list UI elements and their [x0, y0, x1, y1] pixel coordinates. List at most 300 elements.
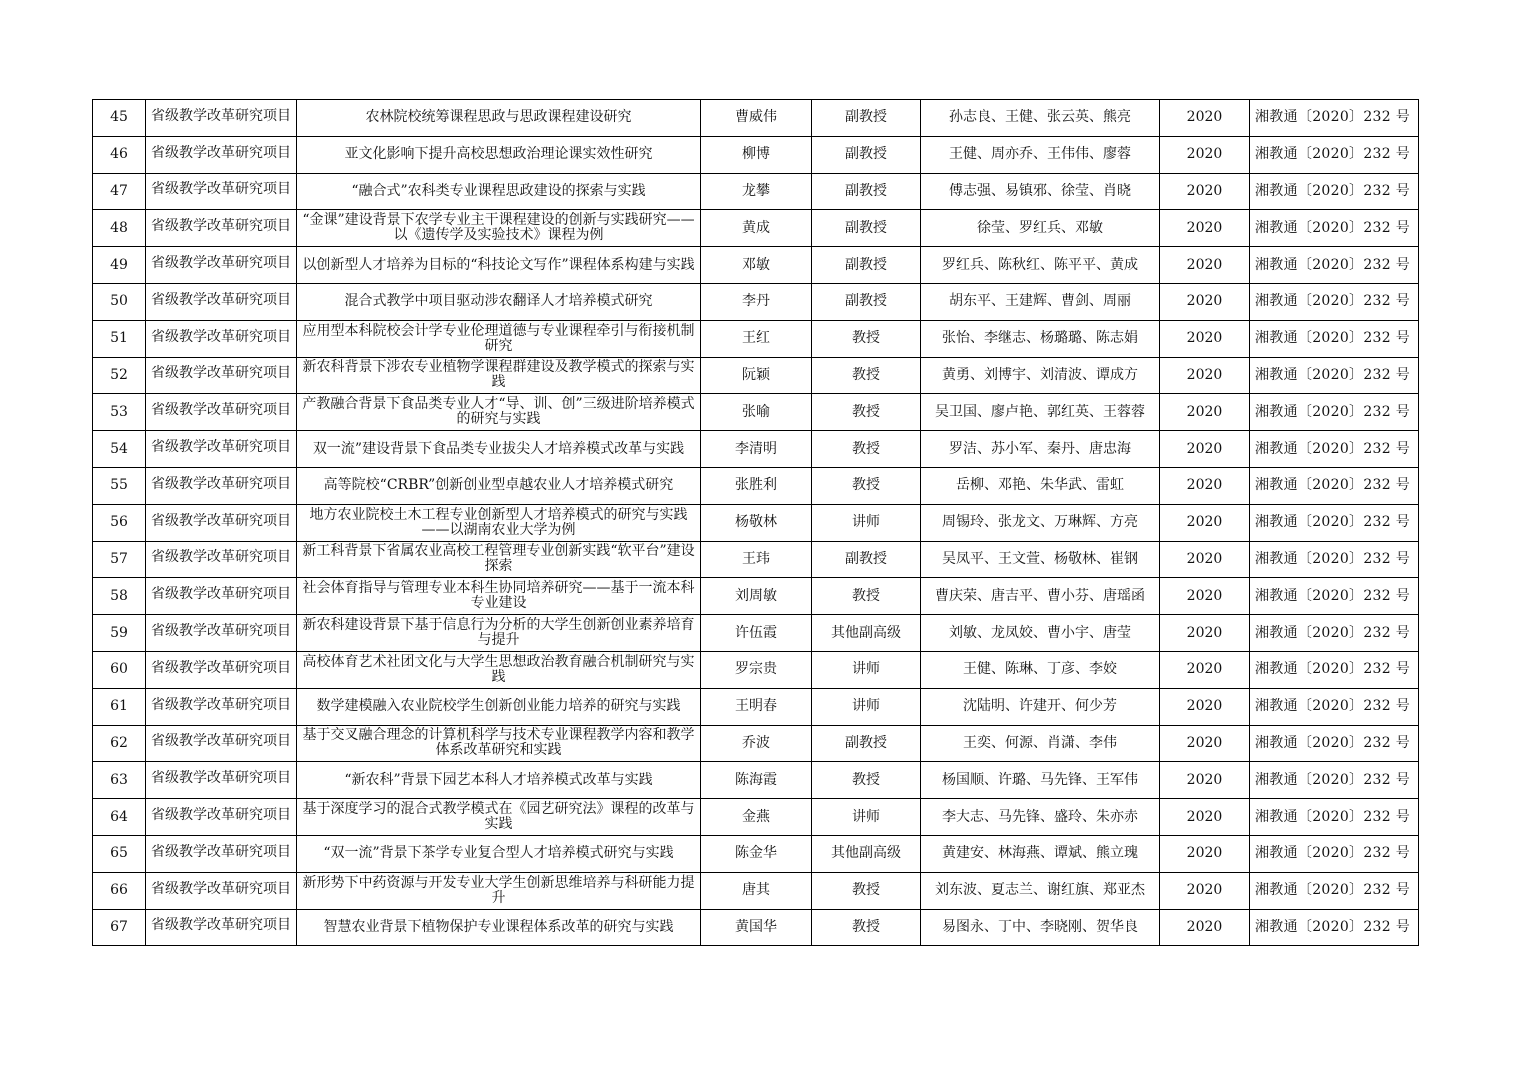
row-number: 45 [110, 109, 128, 126]
approval-document-cell [1250, 100, 1419, 137]
project-members-cell [921, 835, 1160, 872]
row-number: 55 [110, 477, 128, 494]
leader-rank-cell [812, 541, 921, 578]
row-number-cell [93, 835, 146, 872]
approval-year-cell [1160, 578, 1250, 615]
table-row [93, 872, 1419, 909]
table-row [93, 100, 1419, 137]
leader-rank-cell [812, 394, 921, 431]
approval-document-cell [1250, 615, 1419, 652]
approval-document: 湘教通〔2020〕232 号 [1255, 293, 1411, 310]
table-row [93, 136, 1419, 173]
leader-rank-cell [812, 357, 921, 394]
leader-rank-cell [812, 283, 921, 320]
leader-rank-cell [812, 799, 921, 836]
project-type: 省级教学改革研究项目 [151, 807, 291, 824]
approval-document-cell [1250, 688, 1419, 725]
table-row [93, 283, 1419, 320]
project-leader-cell [701, 247, 812, 284]
project-members-cell [921, 283, 1160, 320]
project-title: 产教融合背景下食品类专业人才“导、训、创”三级进阶培养模式的研究与实践 [302, 396, 695, 428]
leader-rank-cell [812, 431, 921, 468]
leader-rank-cell [812, 872, 921, 909]
approval-document: 湘教通〔2020〕232 号 [1255, 587, 1411, 604]
approval-year: 2020 [1186, 624, 1223, 641]
approval-document-cell [1250, 136, 1419, 173]
project-title: 基于交叉融合理念的计算机科学与技术专业课程教学内容和教学体系改革研究和实践 [302, 727, 695, 759]
approval-year-cell [1160, 431, 1250, 468]
project-leader-cell [701, 504, 812, 541]
project-members: 张怡、李继志、杨璐璐、陈志娟 [942, 330, 1138, 347]
project-leader-cell [701, 872, 812, 909]
project-title-cell [297, 504, 701, 541]
approval-document-cell [1250, 872, 1419, 909]
row-number: 66 [110, 882, 128, 899]
project-members: 徐莹、罗红兵、邓敏 [977, 219, 1103, 236]
row-number: 60 [110, 661, 128, 678]
project-members-cell [921, 578, 1160, 615]
approval-document: 湘教通〔2020〕232 号 [1255, 808, 1411, 825]
project-members-cell [921, 136, 1160, 173]
project-members: 曹庆荣、唐吉平、曹小芬、唐瑶函 [935, 587, 1145, 604]
leader-rank: 教授 [852, 403, 880, 420]
project-leader: 黄成 [742, 219, 770, 236]
project-title-cell [297, 136, 701, 173]
leader-rank: 讲师 [852, 698, 880, 715]
project-title-cell [297, 725, 701, 762]
approval-year: 2020 [1186, 366, 1223, 383]
leader-rank-cell [812, 210, 921, 247]
approval-year-cell [1160, 320, 1250, 357]
project-type-cell [146, 578, 297, 615]
project-members: 胡东平、王建辉、曹剑、周丽 [949, 293, 1131, 310]
project-leader: 金燕 [742, 808, 770, 825]
project-type: 省级教学改革研究项目 [151, 181, 291, 198]
project-leader: 龙攀 [742, 182, 770, 199]
approval-year-cell [1160, 615, 1250, 652]
leader-rank-cell [812, 467, 921, 504]
leader-rank: 讲师 [852, 661, 880, 678]
project-leader-cell [701, 541, 812, 578]
row-number: 62 [110, 734, 128, 751]
row-number: 59 [110, 624, 128, 641]
project-title-cell [297, 394, 701, 431]
approval-document: 湘教通〔2020〕232 号 [1255, 845, 1411, 862]
row-number-cell [93, 725, 146, 762]
project-members: 沈陆明、许建开、何少芳 [963, 698, 1117, 715]
project-leader-cell [701, 467, 812, 504]
project-title-cell [297, 615, 701, 652]
approval-year-cell [1160, 799, 1250, 836]
row-number: 52 [110, 366, 128, 383]
project-leader: 王玮 [742, 550, 770, 567]
table-row [93, 320, 1419, 357]
project-title: 智慧农业背景下植物保护专业课程体系改革的研究与实践 [323, 918, 674, 935]
project-leader: 王红 [742, 330, 770, 347]
row-number: 58 [110, 587, 128, 604]
approval-document-cell [1250, 651, 1419, 688]
project-type: 省级教学改革研究项目 [151, 365, 291, 382]
project-members: 黄建安、林海燕、谭斌、熊立瑰 [942, 845, 1138, 862]
approval-year: 2020 [1186, 514, 1223, 531]
leader-rank-cell [812, 651, 921, 688]
row-number: 51 [110, 330, 128, 347]
project-title: 新工科背景下省属农业高校工程管理专业创新实践“软平台”建设探索 [302, 543, 695, 575]
leader-rank-cell [812, 615, 921, 652]
project-type: 省级教学改革研究项目 [151, 402, 291, 419]
row-number: 47 [110, 182, 128, 199]
project-leader-cell [701, 688, 812, 725]
row-number: 50 [110, 293, 128, 310]
approval-year: 2020 [1186, 698, 1223, 715]
approval-year: 2020 [1186, 808, 1223, 825]
project-title: 以创新型人才培养为目标的“科技论文写作”课程体系构建与实践 [302, 256, 695, 273]
approval-year: 2020 [1186, 293, 1223, 310]
project-type-cell [146, 651, 297, 688]
project-type-cell [146, 136, 297, 173]
leader-rank-cell [812, 173, 921, 210]
approval-document: 湘教通〔2020〕232 号 [1255, 882, 1411, 899]
leader-rank-cell [812, 725, 921, 762]
project-type: 省级教学改革研究项目 [151, 770, 291, 787]
leader-rank: 其他副高级 [831, 624, 901, 641]
project-members-cell [921, 394, 1160, 431]
project-type-cell [146, 210, 297, 247]
project-leader: 刘周敏 [735, 587, 777, 604]
table-row [93, 835, 1419, 872]
approval-document: 湘教通〔2020〕232 号 [1255, 661, 1411, 678]
project-members: 刘敏、龙凤姣、曹小宇、唐莹 [949, 624, 1131, 641]
project-title-cell [297, 872, 701, 909]
approval-document-cell [1250, 210, 1419, 247]
approval-document: 湘教通〔2020〕232 号 [1255, 182, 1411, 199]
project-members: 王健、陈琳、丁彦、李姣 [963, 661, 1117, 678]
leader-rank: 副教授 [845, 550, 887, 567]
approval-document: 湘教通〔2020〕232 号 [1255, 219, 1411, 236]
approval-year-cell [1160, 909, 1250, 946]
approval-year-cell [1160, 136, 1250, 173]
project-leader-cell [701, 651, 812, 688]
project-leader: 陈金华 [735, 845, 777, 862]
approval-document-cell [1250, 283, 1419, 320]
project-type-cell [146, 431, 297, 468]
project-type: 省级教学改革研究项目 [151, 328, 291, 345]
table-row [93, 688, 1419, 725]
row-number-cell [93, 394, 146, 431]
project-members-cell [921, 688, 1160, 725]
project-leader-cell [701, 799, 812, 836]
project-title-cell [297, 799, 701, 836]
project-title-cell [297, 467, 701, 504]
approval-document-cell [1250, 541, 1419, 578]
approval-document: 湘教通〔2020〕232 号 [1255, 771, 1411, 788]
approval-year-cell [1160, 762, 1250, 799]
approval-document: 湘教通〔2020〕232 号 [1255, 256, 1411, 273]
approval-year: 2020 [1186, 330, 1223, 347]
approval-document: 湘教通〔2020〕232 号 [1255, 477, 1411, 494]
table-row [93, 799, 1419, 836]
project-type: 省级教学改革研究项目 [151, 291, 291, 308]
leader-rank-cell [812, 835, 921, 872]
approval-year: 2020 [1186, 219, 1223, 236]
project-title: 新形势下中药资源与开发专业大学生创新思维培养与科研能力提升 [302, 874, 695, 906]
project-members-cell [921, 431, 1160, 468]
row-number-cell [93, 799, 146, 836]
leader-rank: 教授 [852, 587, 880, 604]
leader-rank: 讲师 [852, 514, 880, 531]
project-title-cell [297, 835, 701, 872]
project-title-cell [297, 688, 701, 725]
project-members-cell [921, 799, 1160, 836]
leader-rank: 教授 [852, 882, 880, 899]
row-number-cell [93, 651, 146, 688]
project-title: 新农科背景下涉农专业植物学课程群建设及教学模式的探索与实践 [302, 359, 695, 391]
project-title: 高校体育艺术社团文化与大学生思想政治教育融合机制研究与实践 [302, 653, 695, 685]
project-type-cell [146, 688, 297, 725]
project-members-cell [921, 541, 1160, 578]
project-members-cell [921, 320, 1160, 357]
project-title: 亚文化影响下提升高校思想政治理论课实效性研究 [344, 146, 653, 163]
project-type: 省级教学改革研究项目 [151, 843, 291, 860]
project-type-cell [146, 541, 297, 578]
row-number: 56 [110, 514, 128, 531]
row-number: 46 [110, 146, 128, 163]
project-leader: 曹威伟 [735, 109, 777, 126]
approval-document: 湘教通〔2020〕232 号 [1255, 146, 1411, 163]
leader-rank-cell [812, 578, 921, 615]
leader-rank: 副教授 [845, 293, 887, 310]
approval-document-cell [1250, 799, 1419, 836]
leader-rank: 副教授 [845, 256, 887, 273]
project-members: 傅志强、易镇邪、徐莹、肖晓 [949, 182, 1131, 199]
project-leader-cell [701, 835, 812, 872]
approval-year: 2020 [1186, 734, 1223, 751]
approval-document-cell [1250, 431, 1419, 468]
project-title-cell [297, 541, 701, 578]
approval-year-cell [1160, 651, 1250, 688]
approval-document-cell [1250, 725, 1419, 762]
project-title: 社会体育指导与管理专业本科生协同培养研究——基于一流本科专业建设 [302, 580, 695, 612]
project-title-cell [297, 210, 701, 247]
project-type: 省级教学改革研究项目 [151, 255, 291, 272]
row-number-cell [93, 173, 146, 210]
leader-rank-cell [812, 247, 921, 284]
project-type: 省级教学改革研究项目 [151, 512, 291, 529]
row-number-cell [93, 210, 146, 247]
table-row [93, 578, 1419, 615]
project-title: 基于深度学习的混合式教学模式在《园艺研究法》课程的改革与实践 [302, 801, 695, 833]
project-type-cell [146, 394, 297, 431]
row-number: 64 [110, 808, 128, 825]
approval-year: 2020 [1186, 109, 1223, 126]
project-members-cell [921, 725, 1160, 762]
approval-document-cell [1250, 173, 1419, 210]
approval-document: 湘教通〔2020〕232 号 [1255, 918, 1411, 935]
table-body [93, 100, 1419, 946]
approval-year: 2020 [1186, 587, 1223, 604]
approval-document: 湘教通〔2020〕232 号 [1255, 109, 1411, 126]
project-type-cell [146, 835, 297, 872]
approval-document-cell [1250, 467, 1419, 504]
row-number: 67 [110, 918, 128, 935]
row-number: 63 [110, 771, 128, 788]
project-title: “双一流”背景下茶学专业复合型人才培养模式研究与实践 [323, 845, 674, 862]
project-type: 省级教学改革研究项目 [151, 218, 291, 235]
leader-rank: 教授 [852, 440, 880, 457]
project-leader: 张喻 [742, 403, 770, 420]
project-leader-cell [701, 725, 812, 762]
project-type-cell [146, 100, 297, 137]
row-number-cell [93, 615, 146, 652]
project-leader-cell [701, 136, 812, 173]
project-leader: 柳博 [742, 146, 770, 163]
project-type: 省级教学改革研究项目 [151, 586, 291, 603]
approval-year: 2020 [1186, 661, 1223, 678]
project-leader-cell [701, 173, 812, 210]
project-type-cell [146, 467, 297, 504]
project-type-cell [146, 725, 297, 762]
leader-rank-cell [812, 504, 921, 541]
row-number-cell [93, 247, 146, 284]
row-number-cell [93, 872, 146, 909]
project-members: 王健、周亦乔、王伟伟、廖蓉 [949, 146, 1131, 163]
approval-year-cell [1160, 504, 1250, 541]
table-row [93, 173, 1419, 210]
approval-document-cell [1250, 578, 1419, 615]
project-type-cell [146, 909, 297, 946]
approval-year: 2020 [1186, 882, 1223, 899]
project-leader-cell [701, 320, 812, 357]
project-leader: 黄国华 [735, 918, 777, 935]
approval-year: 2020 [1186, 771, 1223, 788]
row-number-cell [93, 909, 146, 946]
approval-year: 2020 [1186, 477, 1223, 494]
approval-document: 湘教通〔2020〕232 号 [1255, 440, 1411, 457]
row-number-cell [93, 467, 146, 504]
table-row [93, 247, 1419, 284]
row-number: 48 [110, 219, 128, 236]
project-title-cell [297, 578, 701, 615]
project-type: 省级教学改革研究项目 [151, 696, 291, 713]
project-type-cell [146, 615, 297, 652]
project-leader: 乔波 [742, 734, 770, 751]
project-leader-cell [701, 394, 812, 431]
project-title: “融合式”农科类专业课程思政建设的探索与实践 [351, 182, 646, 199]
leader-rank-cell [812, 320, 921, 357]
project-members-cell [921, 615, 1160, 652]
leader-rank: 副教授 [845, 734, 887, 751]
approval-document-cell [1250, 357, 1419, 394]
table-row [93, 210, 1419, 247]
row-number-cell [93, 541, 146, 578]
project-leader-cell [701, 615, 812, 652]
project-title-cell [297, 320, 701, 357]
project-members-cell [921, 467, 1160, 504]
project-type: 省级教学改革研究项目 [151, 144, 291, 161]
table-row [93, 762, 1419, 799]
project-type: 省级教学改革研究项目 [151, 549, 291, 566]
row-number-cell [93, 283, 146, 320]
row-number: 65 [110, 845, 128, 862]
leader-rank: 教授 [852, 771, 880, 788]
project-members: 吴凤平、王文萱、杨敬林、崔钢 [942, 550, 1138, 567]
approval-year: 2020 [1186, 256, 1223, 273]
project-leader-cell [701, 283, 812, 320]
approval-document-cell [1250, 394, 1419, 431]
project-type: 省级教学改革研究项目 [151, 107, 291, 124]
project-title: 地方农业院校土木工程专业创新型人才培养模式的研究与实践——以湖南农业大学为例 [309, 506, 688, 538]
approval-document: 湘教通〔2020〕232 号 [1255, 550, 1411, 567]
project-leader-cell [701, 909, 812, 946]
leader-rank-cell [812, 762, 921, 799]
project-members-cell [921, 357, 1160, 394]
approval-year: 2020 [1186, 550, 1223, 567]
project-members: 黄勇、刘博宇、刘清波、谭成方 [942, 366, 1138, 383]
approval-document-cell [1250, 909, 1419, 946]
project-leader-cell [701, 210, 812, 247]
project-members-cell [921, 762, 1160, 799]
row-number: 54 [110, 440, 128, 457]
project-leader: 邓敏 [742, 256, 770, 273]
project-leader: 王明春 [735, 698, 777, 715]
project-leader: 张胜利 [735, 477, 777, 494]
table-row [93, 504, 1419, 541]
leader-rank-cell [812, 136, 921, 173]
approval-document: 湘教通〔2020〕232 号 [1255, 403, 1411, 420]
project-title: “新农科”背景下园艺本科人才培养模式改革与实践 [344, 771, 653, 788]
table-row [93, 394, 1419, 431]
project-title: “金课”建设背景下农学专业主干课程建设的创新与实践研究——以《遗传学及实验技术》课程为例 [302, 212, 695, 244]
project-members-cell [921, 210, 1160, 247]
project-leader-cell [701, 762, 812, 799]
approval-document: 湘教通〔2020〕232 号 [1255, 366, 1411, 383]
approval-year-cell [1160, 394, 1250, 431]
approval-year-cell [1160, 247, 1250, 284]
leader-rank: 副教授 [845, 219, 887, 236]
project-type-cell [146, 762, 297, 799]
approval-document: 湘教通〔2020〕232 号 [1255, 514, 1411, 531]
project-type-cell [146, 173, 297, 210]
row-number-cell [93, 578, 146, 615]
table-row [93, 357, 1419, 394]
approval-year: 2020 [1186, 403, 1223, 420]
project-leader: 阮颖 [742, 366, 770, 383]
row-number: 61 [110, 698, 128, 715]
project-type: 省级教学改革研究项目 [151, 475, 291, 492]
leader-rank: 讲师 [852, 808, 880, 825]
project-members-cell [921, 872, 1160, 909]
leader-rank-cell [812, 100, 921, 137]
project-members-cell [921, 247, 1160, 284]
project-members-cell [921, 651, 1160, 688]
project-title-cell [297, 100, 701, 137]
project-title-cell [297, 283, 701, 320]
project-leader-cell [701, 431, 812, 468]
project-title-cell [297, 651, 701, 688]
project-title: 双一流”建设背景下食品类专业拔尖人才培养模式改革与实践 [312, 440, 685, 457]
project-type: 省级教学改革研究项目 [151, 623, 291, 640]
row-number-cell [93, 504, 146, 541]
project-title: 新农科建设背景下基于信息行为分析的大学生创新创业素养培育与提升 [302, 617, 695, 649]
project-type-cell [146, 799, 297, 836]
table-row [93, 725, 1419, 762]
leader-rank: 教授 [852, 477, 880, 494]
project-title: 混合式教学中项目驱动涉农翻译人才培养模式研究 [344, 293, 653, 310]
row-number-cell [93, 320, 146, 357]
project-leader-cell [701, 100, 812, 137]
row-number-cell [93, 762, 146, 799]
project-members-cell [921, 909, 1160, 946]
